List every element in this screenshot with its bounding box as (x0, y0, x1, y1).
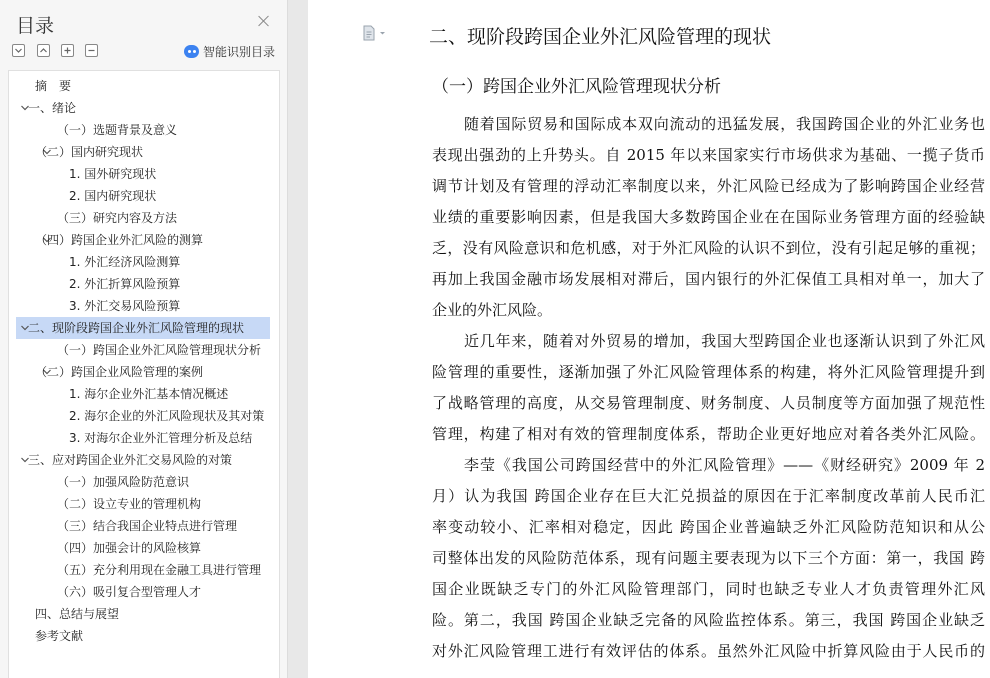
smart-toc-button[interactable] (184, 43, 275, 59)
paragraph-line: 表现出强劲的上升势头。自 2015 年以来国家实行市场供求为基础、一揽子货币 (432, 146, 985, 164)
toc-item-label: 3. 对海尔企业外汇管理分析及总结 (69, 431, 253, 445)
paragraph-line: 业绩的重要影响因素，但是我国大多数跨国企业在在国际业务管理方面的经验缺 (432, 208, 985, 226)
toc-list (8, 70, 280, 678)
toc-item-label: 一、绪论 (28, 101, 77, 115)
toc-item[interactable] (16, 515, 270, 537)
toc-item[interactable] (16, 537, 270, 559)
toc-item-label: （二）跨国企业风险管理的案例 (35, 365, 204, 379)
paragraph-line: 乏，没有风险意识和危机感，对于外汇风险的认识不到位，没有引起足够的重视； (432, 239, 985, 257)
toc-item-label: 1. 海尔企业外汇基本情况概述 (69, 387, 229, 401)
toc-item[interactable] (16, 75, 270, 97)
toc-panel (0, 0, 288, 678)
toc-item-label: （五）充分利用现在金融工具进行管理 (57, 563, 262, 577)
toc-item[interactable] (16, 339, 270, 361)
toc-item-label: 2. 海尔企业的外汇风险现状及其对策 (69, 409, 265, 423)
toc-item-label: 2. 外汇折算风险预算 (69, 277, 181, 291)
paragraph-line: 管理，构建了相对有效的管理制度体系，帮助企业更好地应对着各类外汇风险。 (432, 425, 985, 443)
paragraph-line: 险。第二，我国 跨国企业缺乏完备的风险监控体系。第三，我国 跨国企业缺乏 (432, 611, 985, 629)
paragraph-line: 再加上我国金融市场发展相对滞后，国内银行的外汇保值工具相对单一，加大了 (432, 270, 985, 288)
document-icon[interactable] (361, 25, 389, 41)
toc-item[interactable] (16, 251, 270, 273)
toc-item-label: （四）跨国企业外汇风险的测算 (35, 233, 204, 247)
paragraph-line: 对外汇风险管理工进行有效评估的体系。虽然外汇风险中折算风险由于人民币的 (432, 642, 985, 660)
toc-item-label: 3. 外汇交易风险预算 (69, 299, 181, 313)
toc-item-label: （六）吸引复合型管理人才 (57, 585, 202, 599)
plus-icon (63, 46, 72, 55)
toc-item[interactable] (16, 229, 270, 251)
chevron-down-icon (14, 46, 23, 55)
toc-item[interactable] (16, 273, 270, 295)
toc-item-label: （三）结合我国企业特点进行管理 (57, 519, 238, 533)
toc-item[interactable] (16, 405, 270, 427)
toc-item[interactable] (16, 493, 270, 515)
toc-item[interactable] (16, 581, 270, 603)
toc-item-label: 1. 外汇经济风险测算 (69, 255, 181, 269)
toc-item[interactable] (16, 449, 270, 471)
toc-item-label: （一）选题背景及意义 (57, 123, 178, 137)
toc-item[interactable] (16, 119, 270, 141)
panel-splitter[interactable] (288, 0, 308, 678)
paragraph-line: 调节计划及有管理的浮动汇率制度以来，外汇风险已经成为了影响跨国企业经营 (432, 177, 985, 195)
toc-item-label: （四）加强会计的风险核算 (57, 541, 202, 555)
toc-item-label: 参考文献 (35, 629, 84, 643)
remove-entry-button[interactable] (85, 44, 98, 57)
toc-item-label: 2. 国内研究现状 (69, 189, 157, 203)
paragraph-line: 月）认为我国 跨国企业存在巨大汇兑损益的原因在于汇率制度改革前人民币汇 (432, 487, 985, 505)
toc-item-label: （二）国内研究现状 (35, 145, 144, 159)
toc-item-label: （三）研究内容及方法 (57, 211, 178, 225)
toc-item-label: 摘 要 (35, 79, 72, 93)
add-entry-button[interactable] (61, 44, 74, 57)
close-icon[interactable] (257, 14, 271, 28)
document-page (308, 0, 990, 678)
paragraph-line: 率变动较小、汇率相对稳定，因此 跨国企业普遍缺乏外汇风险防范知识和从公 (432, 518, 985, 536)
toc-item[interactable] (16, 427, 270, 449)
paragraph-line: 企业的外汇风险。 (432, 301, 553, 319)
toc-item[interactable] (16, 295, 270, 317)
expand-all-button[interactable] (37, 44, 50, 57)
paragraph-line: 险管理的重要性，逐渐加强了外汇风险管理体系的构建，将外汇风险管理提升到 (432, 363, 985, 381)
chevron-up-icon (39, 46, 48, 55)
robot-icon (184, 45, 199, 58)
paragraph-line: 司整体出发的风险防范体系，现有问题主要表现为以下三个方面：第一，我国 跨 (432, 549, 985, 567)
collapse-all-button[interactable] (12, 44, 25, 57)
heading-level-1: 二、现阶段跨国企业外汇风险管理的现状 (429, 26, 772, 48)
toc-item[interactable] (16, 317, 270, 339)
toc-item-label: （一）跨国企业外汇风险管理现状分析 (57, 343, 262, 357)
toc-item[interactable] (16, 559, 270, 581)
paragraph-line: 李莹《我国公司跨国经营中的外汇风险管理》——《财经研究》2009 年 2 (464, 456, 985, 474)
paragraph-line: 了战略管理的高度，从交易管理制度、财务制度、人员制度等方面加强了规范性 (432, 394, 985, 412)
toc-item[interactable] (16, 185, 270, 207)
toc-item[interactable] (16, 603, 270, 625)
toc-item-label: 三、应对跨国企业外汇交易风险的对策 (28, 453, 233, 467)
toc-item-label: 二、现阶段跨国企业外汇风险管理的现状 (28, 321, 245, 335)
minus-icon (87, 46, 96, 55)
toc-item[interactable] (16, 471, 270, 493)
smart-toc-label: 智能识别目录 (203, 44, 276, 59)
toc-item-label: 1. 国外研究现状 (69, 167, 157, 181)
toc-item[interactable] (16, 383, 270, 405)
toc-item[interactable] (16, 207, 270, 229)
toc-panel-title: 目录 (16, 15, 55, 37)
toc-item[interactable] (16, 141, 270, 163)
toc-item-label: （一）加强风险防范意识 (57, 475, 190, 489)
paragraph-line: 随着国际贸易和国际成本双向流动的迅猛发展，我国跨国企业的外汇业务也 (464, 115, 985, 133)
heading-level-2: （一）跨国企业外汇风险管理现状分析 (432, 77, 721, 97)
paragraph-line: 近几年来，随着对外贸易的增加，我国大型跨国企业也逐渐认识到了外汇风 (464, 332, 985, 350)
toc-item[interactable] (16, 361, 270, 383)
toc-item[interactable] (16, 625, 270, 647)
toc-item[interactable] (16, 97, 270, 119)
toc-item-label: （二）设立专业的管理机构 (57, 497, 202, 511)
toc-item-label: 四、总结与展望 (35, 607, 120, 621)
toc-item[interactable] (16, 163, 270, 185)
paragraph-line: 国企业既缺乏专门的外汇风险管理部门，同时也缺乏专业人才负责管理外汇风 (432, 580, 985, 598)
